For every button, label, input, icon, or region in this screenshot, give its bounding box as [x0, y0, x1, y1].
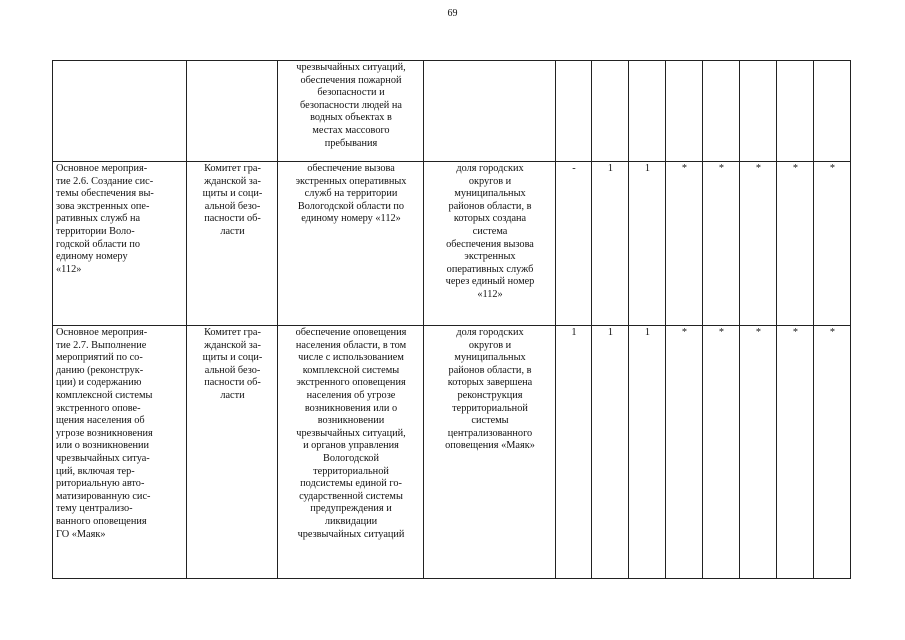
value-cell: *	[814, 162, 851, 326]
indicator-line: оперативных служб	[446, 263, 534, 275]
table-row	[53, 162, 851, 326]
indicator-line: районов области, в	[448, 200, 532, 212]
executor-line: пасности об-	[204, 213, 261, 225]
indicator-line: доля городских	[456, 163, 524, 174]
measure-line: Основное мероприя-	[56, 327, 148, 338]
measure-line: зова экстренных опе-	[56, 200, 150, 212]
goal-line: экстренных оперативных	[295, 175, 407, 187]
goal-line: служб на территории	[304, 188, 398, 200]
measure-cell	[53, 326, 187, 579]
measure-line: ции) и содержанию	[56, 377, 142, 389]
page-number: 69	[447, 8, 458, 19]
indicator-line: оповещения «Маяк»	[445, 440, 535, 452]
executor-line: пасности об-	[204, 377, 261, 389]
value-cell: *	[777, 326, 814, 579]
goal-line: сударственной системы	[299, 490, 403, 502]
indicator-line: экстренных	[464, 251, 516, 263]
measure-line: тие 2.6. Создание сис-	[56, 175, 154, 187]
goal-line: местах массового	[312, 124, 390, 136]
measure-line: матизированную сис-	[56, 490, 151, 502]
indicator-line: районов области, в	[448, 364, 532, 376]
table-row	[53, 326, 851, 579]
goal-line: единому номеру «112»	[301, 213, 401, 225]
measure-line: темы обеспечения вы-	[56, 188, 154, 200]
goal-line: и органов управления	[303, 440, 399, 452]
measure-line: комплексной системы	[56, 389, 153, 401]
goal-line: возникновении	[317, 415, 385, 427]
executor-line: Комитет гра-	[204, 327, 261, 338]
measure-line: территории Воло-	[56, 225, 135, 237]
goal-line: предупреждения и	[310, 503, 392, 515]
value-cell	[814, 61, 851, 162]
goal-line: чрезвычайных ситуаций,	[296, 427, 406, 439]
value-cell	[556, 61, 592, 162]
value-cell: *	[740, 326, 777, 579]
goal-line: обеспечение оповещения	[295, 327, 407, 338]
indicator-line: система	[472, 225, 508, 237]
value-cell: *	[666, 162, 703, 326]
measure-line: Основное мероприя-	[56, 163, 148, 174]
executor-line: ласти	[220, 389, 245, 401]
table-row	[53, 61, 851, 162]
measure-cell	[53, 162, 187, 326]
indicator-line: округов и	[468, 175, 512, 187]
indicator-line: доля городских	[456, 327, 524, 338]
measure-line: ративных служб на	[56, 213, 141, 225]
value-cell	[666, 61, 703, 162]
executor-line: жданской за-	[204, 175, 261, 187]
value-cell: 1	[629, 162, 666, 326]
indicator-line: «112»	[477, 288, 503, 300]
indicator-line: обеспечения вызова	[446, 238, 534, 250]
indicator-line: муниципальных	[454, 188, 526, 200]
goal-cell	[278, 326, 424, 579]
indicator-line: реконструкция	[457, 389, 523, 401]
goal-line: Вологодской области по	[297, 200, 405, 212]
executor-line: жданской за-	[204, 339, 261, 351]
goal-line: обеспечение вызова	[307, 163, 395, 174]
value-cell: 1	[556, 326, 592, 579]
value-cell: 1	[592, 326, 629, 579]
measure-line: экстренного опове-	[56, 402, 141, 414]
measure-line: ванного оповещения	[56, 515, 147, 527]
goal-cell	[278, 162, 424, 326]
executor-line: альной безо-	[204, 200, 261, 212]
measure-line: щения населения об	[56, 415, 145, 427]
value-cell	[703, 61, 740, 162]
indicator-line: которых завершена	[447, 377, 533, 389]
value-cell	[740, 61, 777, 162]
program-table	[52, 60, 851, 579]
goal-line: чрезвычайных ситуаций	[297, 528, 405, 540]
value-cell: 1	[592, 162, 629, 326]
measure-cell	[53, 61, 187, 162]
measure-line: единому номеру	[56, 251, 128, 263]
goal-line: населения об угрозе	[306, 389, 396, 401]
value-cell: *	[703, 326, 740, 579]
measure-line: тие 2.7. Выполнение	[56, 339, 147, 351]
measure-line: чрезвычайных ситуа-	[56, 452, 150, 464]
goal-line: Вологодской	[323, 452, 379, 464]
goal-line: территориальной	[313, 465, 389, 477]
executor-line: альной безо-	[204, 364, 261, 376]
goal-line: чрезвычайных ситуаций,	[296, 62, 406, 73]
measure-line: «112»	[56, 263, 82, 275]
measure-line: мероприятий по со-	[56, 352, 143, 364]
goal-line: комплексной системы	[302, 364, 400, 376]
value-cell: 1	[629, 326, 666, 579]
value-cell: *	[666, 326, 703, 579]
goal-line: возникновения или о	[304, 402, 398, 414]
value-cell	[777, 61, 814, 162]
indicator-line: через единый номер	[445, 276, 535, 288]
measure-line: ций, включая тер-	[56, 465, 135, 477]
value-cell	[629, 61, 666, 162]
goal-line: числе с использованием	[298, 352, 404, 364]
goal-line: безопасности людей на	[300, 99, 402, 111]
executor-cell	[187, 61, 278, 162]
indicator-line: системы	[471, 415, 509, 427]
measure-line: ГО «Маяк»	[56, 528, 106, 540]
measure-line: годской области по	[56, 238, 140, 250]
indicator-line: территориальной	[452, 402, 528, 414]
executor-line: щиты и соци-	[202, 352, 263, 364]
indicator-cell	[424, 162, 556, 326]
goal-line: безопасности и	[317, 87, 385, 99]
value-cell: -	[556, 162, 592, 326]
measure-line: тему централизо-	[56, 503, 133, 515]
goal-line: водных объектах в	[310, 112, 392, 124]
value-cell	[592, 61, 629, 162]
indicator-line: муниципальных	[454, 352, 526, 364]
goal-line: населения области, в том	[295, 339, 407, 351]
measure-line: угрозе возникновения	[56, 427, 153, 439]
value-cell: *	[740, 162, 777, 326]
indicator-line: которых создана	[453, 213, 527, 225]
indicator-cell	[424, 61, 556, 162]
executor-line: ласти	[220, 225, 245, 237]
executor-line: щиты и соци-	[202, 188, 263, 200]
measure-line: данию (реконструк-	[56, 364, 144, 376]
goal-line: подсистемы единой го-	[300, 478, 402, 490]
measure-line: или о возникновении	[56, 440, 150, 452]
measure-line: риториальную авто-	[56, 478, 145, 490]
value-cell: *	[814, 326, 851, 579]
goal-line: пребывания	[324, 137, 378, 149]
executor-line: Комитет гра-	[204, 163, 261, 174]
indicator-line: округов и	[468, 339, 512, 351]
goal-line: экстренного оповещения	[296, 377, 406, 389]
indicator-line: централизованного	[447, 427, 533, 439]
indicator-cell	[424, 326, 556, 579]
value-cell: *	[777, 162, 814, 326]
goal-line: обеспечения пожарной	[300, 74, 402, 86]
goal-cell	[278, 61, 424, 162]
goal-line: ликвидации	[324, 515, 378, 527]
executor-cell	[187, 326, 278, 579]
executor-cell	[187, 162, 278, 326]
value-cell: *	[703, 162, 740, 326]
